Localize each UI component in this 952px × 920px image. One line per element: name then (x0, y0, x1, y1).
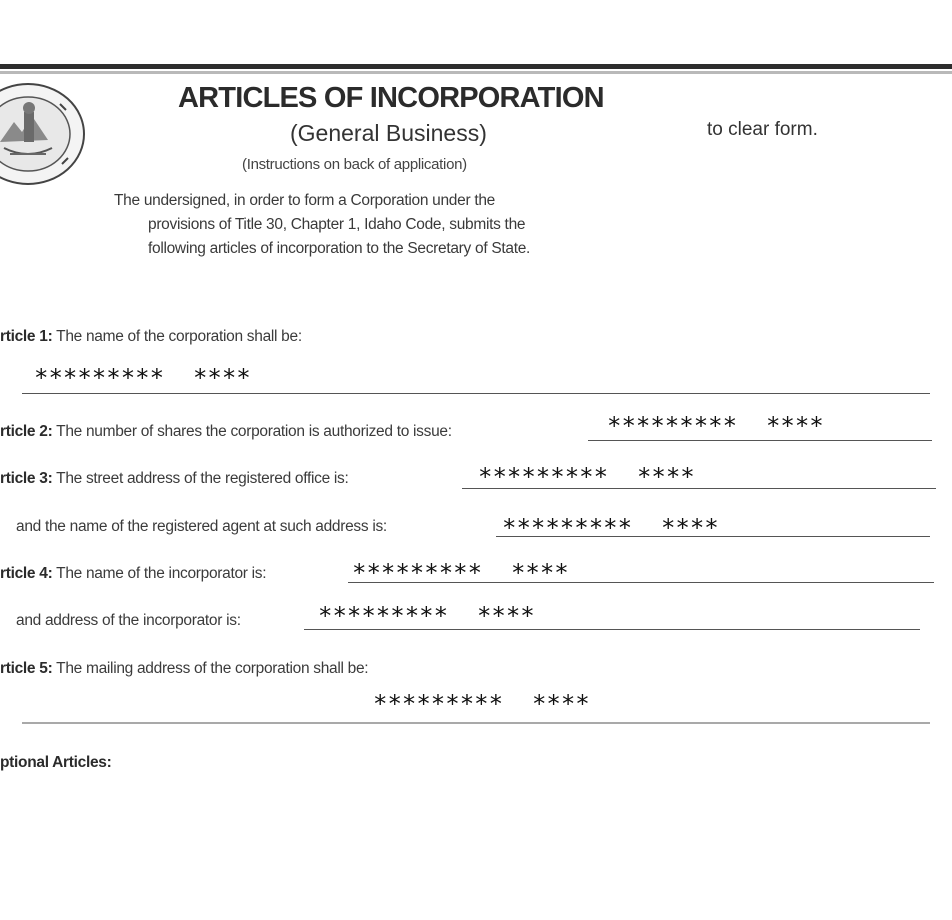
article-2-number: rticle 2: (0, 423, 53, 440)
article-5-text: The mailing address of the corporation shall be: (52, 660, 369, 677)
article-1-label (0, 328, 302, 346)
registered-office-underline (462, 488, 936, 489)
article-2-label (0, 423, 452, 441)
article-4-text: The name of the incorporator is: (52, 565, 267, 582)
top-rule (0, 64, 952, 69)
corporation-name-underline (22, 393, 930, 394)
authorized-shares-underline (588, 440, 932, 441)
top-rule-light (0, 71, 952, 74)
registered-office-field[interactable]: ********* **** (478, 463, 695, 491)
mailing-address-underline (22, 722, 930, 724)
preamble-line-1: The undersigned, in order to form a Corporation under the (114, 192, 495, 209)
registered-agent-label: and the name of the registered agent at such address is: (16, 518, 387, 535)
article-5-label (0, 660, 368, 678)
incorporator-name-underline (348, 582, 934, 583)
form-title: ARTICLES OF INCORPORATION (178, 82, 604, 114)
registered-agent-underline (496, 536, 930, 537)
incorporator-address-label: and address of the incorporator is: (16, 612, 241, 629)
corporation-name-field[interactable]: ********* **** (34, 364, 251, 392)
article-4-number: rticle 4: (0, 565, 53, 582)
authorized-shares-field[interactable]: ********* **** (607, 412, 824, 440)
clear-form-link[interactable]: to clear form. (707, 119, 818, 140)
optional-articles-label (0, 754, 111, 772)
article-3-number: rticle 3: (0, 470, 53, 487)
incorporator-address-underline (304, 629, 920, 630)
article-4-label (0, 565, 266, 583)
article-2-text: The number of shares the corporation is authorized to issue: (52, 423, 452, 440)
preamble-line-2: provisions of Title 30, Chapter 1, Idaho Code, submits the (148, 216, 526, 233)
article-3-label (0, 470, 349, 488)
optional-articles-heading: ptional Articles: (0, 754, 112, 771)
article-1-number: rticle 1: (0, 328, 53, 345)
form-subtitle: (General Business) (290, 120, 487, 146)
article-5-number: rticle 5: (0, 660, 53, 677)
article-1-text: The name of the corporation shall be: (52, 328, 302, 345)
registered-agent-field[interactable]: ********* **** (502, 514, 719, 542)
instructions-note: (Instructions on back of application) (242, 156, 467, 173)
article-3-text: The street address of the registered office is: (52, 470, 349, 487)
incorporator-name-field[interactable]: ********* **** (352, 559, 569, 587)
incorporator-address-field[interactable]: ********* **** (318, 602, 535, 630)
mailing-address-field[interactable]: ********* **** (373, 690, 590, 718)
preamble-line-3: following articles of incorporation to the Secretary of State. (148, 240, 531, 257)
state-seal-icon (0, 82, 86, 186)
